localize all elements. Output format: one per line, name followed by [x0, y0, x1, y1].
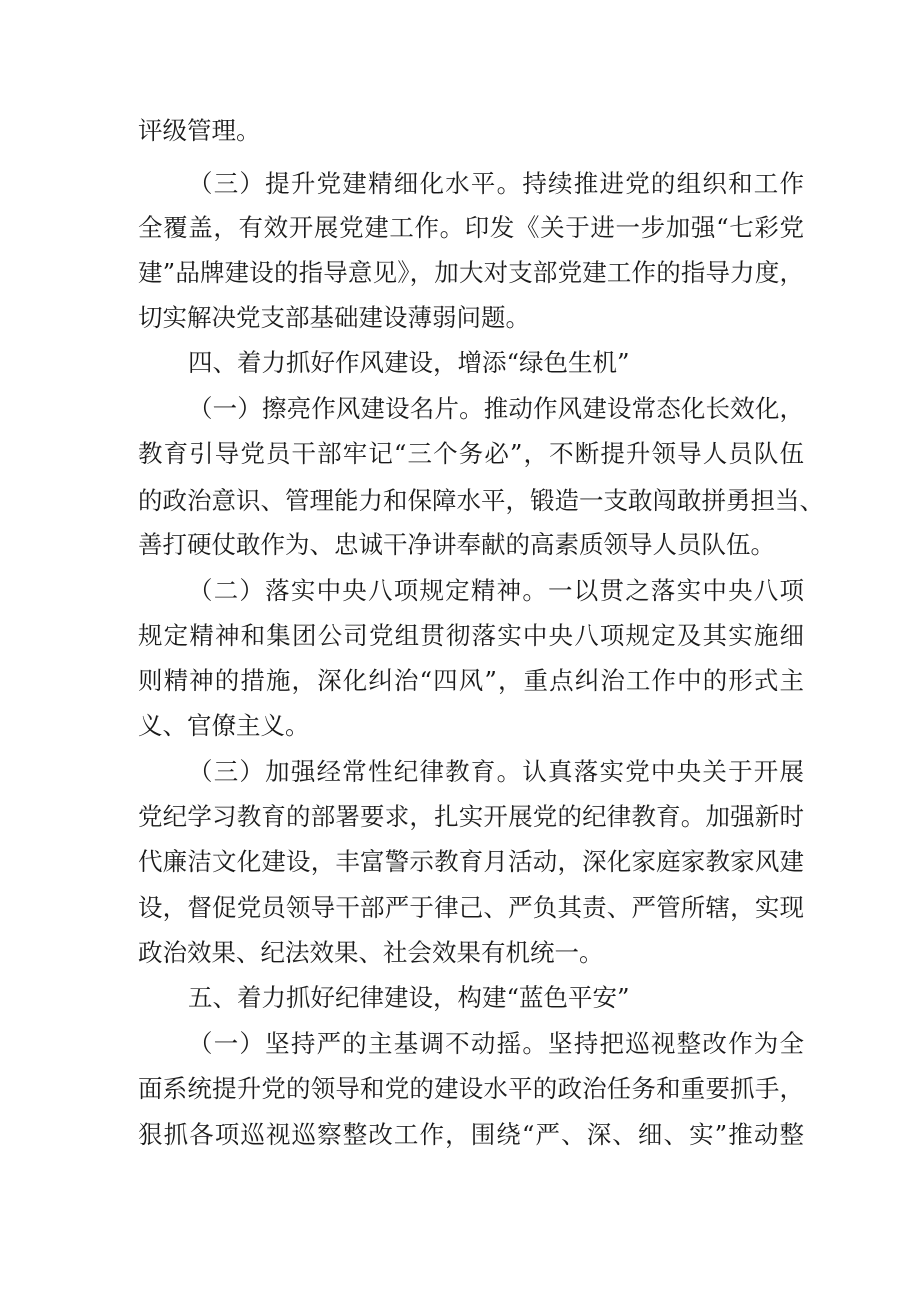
text-line: 政治效果、纪法效果、社会效果有机统一。 [138, 938, 604, 967]
text-line: （一）擦亮作风建设名片。推动作风建设常态化长效化， [188, 394, 804, 423]
text-line: 规定精神和集团公司党组贯彻落实中央八项规定及其实施细 [138, 621, 804, 650]
text-line: 教育引导党员干部牢记“三个务必”，不断提升领导人员队伍 [138, 439, 804, 468]
text-line: 党纪学习教育的部署要求，扎实开展党的纪律教育。加强新时 [138, 802, 804, 831]
text-line: 评级管理。 [138, 116, 261, 145]
text-line: 的政治意识、管理能力和保障水平，锻造一支敢闯敢拼勇担当、 [138, 486, 824, 515]
text-line: 建”品牌建设的指导意见》，加大对支部党建工作的指导力度， [138, 258, 804, 287]
section-heading: 四、着力抓好作风建设，增添“绿色生机” [188, 348, 630, 377]
text-line: （一）坚持严的主基调不动摇。坚持把巡视整改作为全 [188, 1029, 804, 1058]
text-line: 善打硬仗敢作为、忠诚干净讲奉献的高素质领导人员队伍。 [138, 530, 775, 559]
text-line: 切实解决党支部基础建设薄弱问题。 [138, 303, 530, 332]
text-line: 代廉洁文化建设，丰富警示教育月活动，深化家庭家教家风建 [138, 847, 804, 876]
text-line: （二）落实中央八项规定精神。一以贯之落实中央八项 [188, 576, 804, 605]
text-line: 狠抓各项巡视巡察整改工作，围绕“严、深、细、实”推动整 [138, 1120, 804, 1149]
text-line: 设，督促党员领导干部严于律己、严负其责、严管所辖，实现 [138, 893, 804, 922]
text-line: （三）加强经常性纪律教育。认真落实党中央关于开展 [188, 757, 804, 786]
text-line: （三）提升党建精细化水平。持续推进党的组织和工作 [188, 169, 804, 198]
text-line: 则精神的措施，深化纠治“四风”，重点纠治工作中的形式主 [138, 666, 804, 695]
text-line: 义、官僚主义。 [138, 711, 310, 740]
section-heading: 五、着力抓好纪律建设，构建“蓝色平安” [188, 983, 630, 1012]
text-line: 面系统提升党的领导和党的建设水平的政治任务和重要抓手， [138, 1074, 804, 1103]
text-line: 全覆盖，有效开展党建工作。印发《关于进一步加强“七彩党 [138, 213, 804, 242]
